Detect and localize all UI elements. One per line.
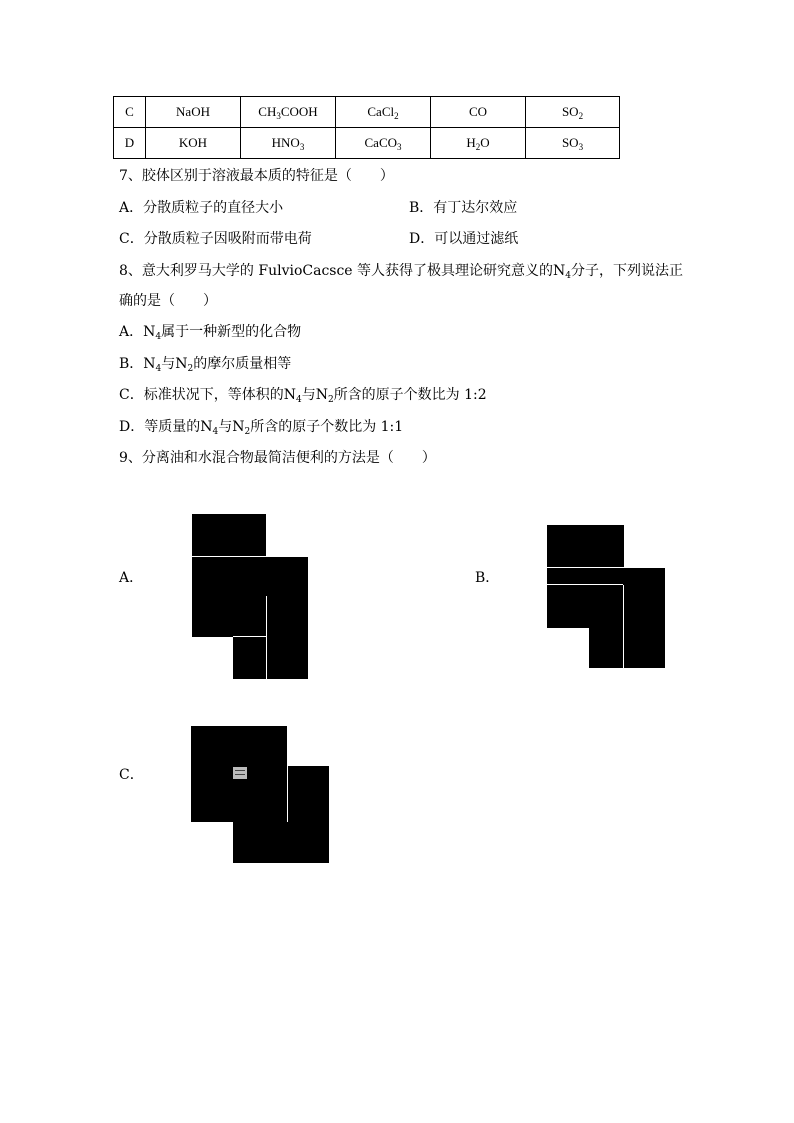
table-row [114, 97, 620, 128]
table-cell: KOH [146, 128, 241, 159]
q7-option-d: D．可以通过滤纸 [409, 231, 519, 247]
table-cell: $SO_3$ [526, 128, 620, 159]
q7-option-b: B．有丁达尔效应 [409, 200, 518, 216]
table-cell: NaOH [146, 97, 241, 128]
q7-option-c: C．分散质粒子因吸附而带电荷 [119, 231, 312, 247]
q8-option-a: A．$N_4$属于一种新型的化合物 [119, 324, 302, 342]
q8-stem-line2: 确的是（ ） [119, 293, 217, 309]
q8-stem-line1: 8、意大利罗马大学的 FulvioCacsce 等人获得了极具理论研究意义的$N_4$分子，下列说法正 [119, 263, 684, 281]
q9-stem: 9、分离油和水混合物最简洁便利的方法是（ ） [119, 450, 436, 466]
table-cell: $HNO_3$ [241, 128, 336, 159]
q7-stem: 7、胶体区别于溶液最本质的特征是（ ） [119, 168, 394, 184]
table-cell: $SO_2$ [526, 97, 620, 128]
q7-option-a: A．分散质粒子的直径大小 [119, 200, 284, 216]
table-cell: CaCO$_3$ [336, 128, 431, 159]
q8-option-c: C．标准状况下，等体积的$N_4$与$N_2$所含的原子个数比为 1:2 [119, 387, 487, 405]
table-cell: $H_2O$ [431, 128, 526, 159]
row-label: C [114, 97, 146, 128]
table-cell: CO [431, 97, 526, 128]
q9-option-c-label: C． [119, 767, 144, 783]
q9-option-a-label: A． [119, 570, 144, 586]
reagent-table [113, 96, 620, 159]
row-label: D [114, 128, 146, 159]
q8-option-b: B．$N_4$与$N_2$的摩尔质量相等 [119, 356, 292, 374]
q9-option-b-label: B． [475, 570, 500, 586]
table-cell: $CH_3COOH$ [241, 97, 336, 128]
table-cell: CaCl$_2$ [336, 97, 431, 128]
q8-option-d: D．等质量的$N_4$与$N_2$所含的原子个数比为 1:1 [119, 419, 404, 437]
table-row [114, 128, 620, 159]
